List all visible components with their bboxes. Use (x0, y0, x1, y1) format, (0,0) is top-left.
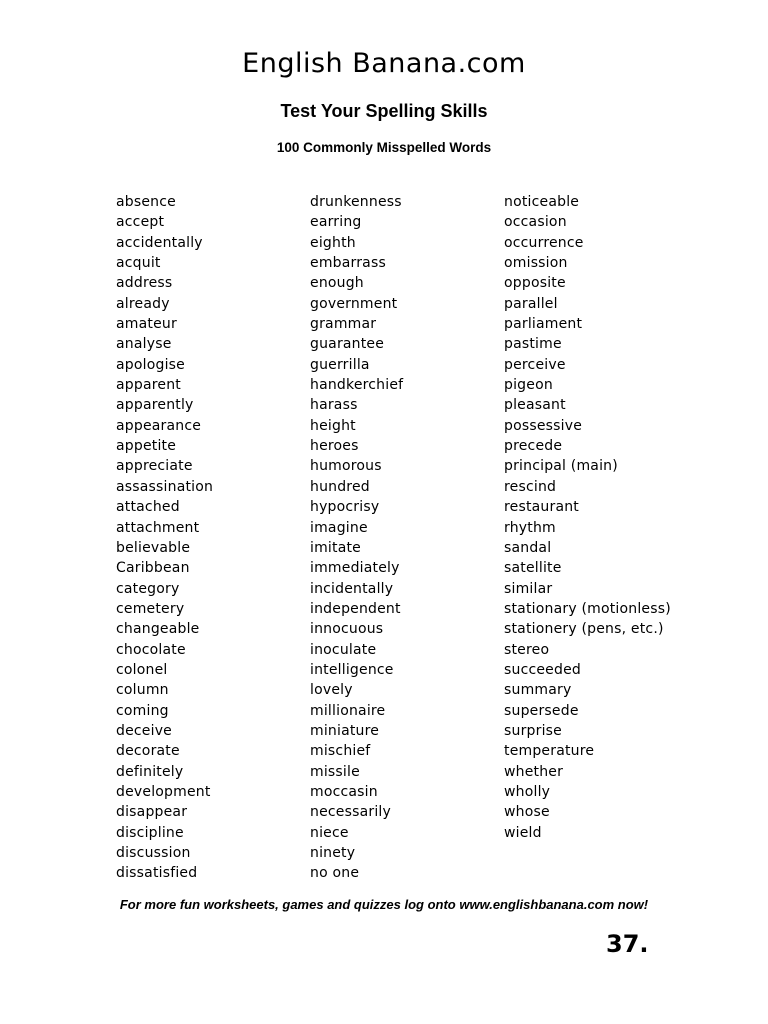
word-item: colonel (116, 661, 168, 678)
word-item: immediately (310, 560, 400, 577)
word-item: amateur (116, 316, 177, 333)
word-item: innocuous (310, 621, 384, 638)
word-item: chocolate (116, 641, 186, 658)
word-item: government (310, 295, 398, 312)
word-item: column (116, 682, 169, 699)
word-item: apparent (116, 377, 181, 394)
word-item: necessarily (310, 804, 391, 821)
word-item: parallel (504, 295, 558, 312)
word-item: drunkenness (310, 194, 402, 210)
word-item: assassination (116, 478, 214, 495)
word-item: eighth (310, 234, 356, 251)
word-item: accidentally (116, 234, 203, 251)
word-item: dissatisfied (116, 865, 198, 882)
word-item: definitely (116, 763, 184, 780)
word-item: succeeded (504, 661, 581, 678)
word-item: imitate (310, 539, 361, 556)
word-item: hypocrisy (310, 499, 380, 516)
word-item: similar (504, 580, 553, 597)
word-item: ninety (310, 845, 356, 861)
word-item: category (116, 580, 180, 597)
word-item: whose (504, 804, 550, 821)
word-item: occasion (504, 214, 567, 231)
word-item: independent (310, 600, 401, 617)
word-item: omission (504, 255, 568, 272)
word-item: discipline (116, 824, 184, 841)
word-item: deceive (116, 722, 172, 739)
word-item: parliament (504, 316, 583, 333)
page-title: Test Your Spelling Skills (280, 101, 488, 121)
word-item: embarrass (310, 255, 386, 272)
word-item: grammar (310, 316, 377, 333)
word-item: humorous (310, 458, 382, 475)
word-item: perceive (504, 356, 566, 373)
word-item: wholly (504, 783, 551, 800)
word-item: already (116, 295, 170, 312)
word-item: noticeable (504, 194, 580, 210)
word-item: guarantee (310, 336, 385, 353)
word-item: analyse (116, 336, 172, 353)
word-item: surprise (504, 722, 562, 739)
word-item: Caribbean (116, 560, 190, 577)
word-item: mischief (310, 743, 371, 760)
word-item: no one (310, 865, 360, 882)
word-item: discussion (116, 845, 191, 861)
word-item: sandal (504, 539, 552, 556)
word-item: imagine (310, 519, 368, 536)
word-item: guerrilla (310, 356, 370, 373)
word-item: stationery (pens, etc.) (504, 621, 664, 638)
word-item: opposite (504, 275, 566, 292)
word-item: apparently (116, 397, 194, 414)
word-item: heroes (310, 438, 359, 455)
word-item: believable (116, 539, 191, 556)
word-item: apologise (116, 356, 185, 373)
word-item: missile (310, 763, 360, 780)
word-item: supersede (504, 702, 579, 719)
word-item: rhythm (504, 519, 556, 536)
word-item: earring (310, 214, 362, 231)
word-item: niece (310, 824, 349, 841)
word-item: pleasant (504, 397, 566, 414)
word-column-2 (310, 192, 403, 884)
word-item: occurrence (504, 234, 584, 251)
word-item: millionaire (310, 702, 386, 719)
site-title: English Banana.com (242, 48, 526, 79)
word-item: intelligence (310, 661, 394, 678)
word-item: hundred (310, 478, 370, 495)
word-item: attachment (116, 519, 200, 536)
word-item: development (116, 783, 211, 800)
word-item: stereo (504, 641, 550, 658)
word-item: precede (504, 438, 563, 455)
page-number: 37. (606, 930, 649, 958)
word-item: miniature (310, 722, 380, 739)
word-item: restaurant (504, 499, 579, 516)
word-item: summary (504, 682, 572, 699)
word-item: pigeon (504, 377, 553, 394)
word-item: appetite (116, 438, 177, 455)
word-item: lovely (310, 682, 353, 699)
word-item: changeable (116, 621, 200, 638)
word-item: inoculate (310, 641, 377, 658)
word-item: attached (116, 499, 180, 516)
word-item: decorate (116, 743, 180, 760)
word-item: appearance (116, 417, 202, 434)
word-item: stationary (motionless) (504, 600, 671, 617)
word-item: address (116, 275, 173, 292)
word-item: height (310, 417, 356, 434)
word-item: moccasin (310, 783, 378, 800)
word-item: whether (504, 763, 564, 780)
word-item: temperature (504, 743, 595, 760)
word-item: principal (main) (504, 458, 618, 475)
word-item: acquit (116, 255, 161, 272)
word-item: accept (116, 214, 165, 231)
word-item: cemetery (116, 600, 185, 617)
word-column-3 (504, 192, 671, 843)
word-item: absence (116, 194, 176, 210)
word-item: coming (116, 702, 169, 719)
word-column-1 (116, 192, 213, 884)
footer-text: For more fun worksheets, games and quizzes log onto www.englishbanana.com now! (119, 897, 649, 912)
word-item: incidentally (310, 580, 394, 597)
word-item: wield (504, 824, 542, 841)
word-item: pastime (504, 336, 562, 353)
word-item: appreciate (116, 458, 193, 475)
word-item: possessive (504, 417, 583, 434)
word-item: satellite (504, 560, 562, 577)
word-item: harass (310, 397, 358, 414)
word-item: handkerchief (310, 377, 404, 394)
word-item: enough (310, 275, 364, 292)
word-item: rescind (504, 478, 557, 495)
word-item: disappear (116, 804, 188, 821)
page-subtitle: 100 Commonly Misspelled Words (276, 140, 492, 155)
